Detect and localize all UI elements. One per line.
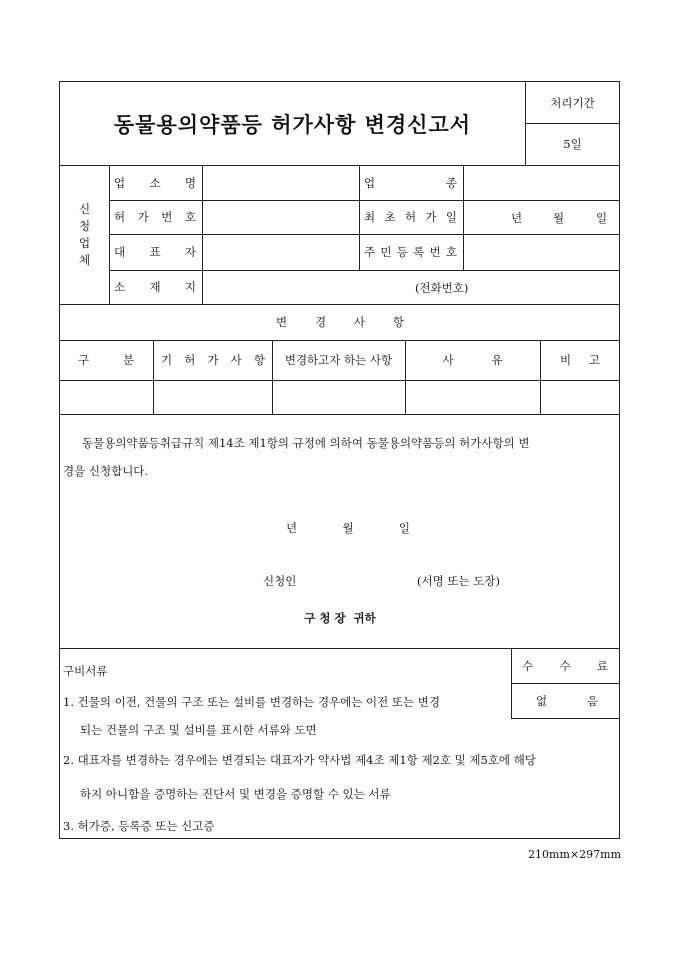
fee-value: 없 음	[536, 693, 598, 708]
location-label: 소 재 지	[114, 280, 196, 294]
first-license-date-label: 최 초 허 가 일	[364, 210, 457, 224]
doc-3: 3. 허가증, 등록증 또는 신고증	[63, 819, 215, 833]
business-type-field[interactable]	[464, 166, 619, 199]
processing-period-label: 처리기간	[550, 95, 595, 110]
form-frame	[59, 81, 620, 839]
col-remarks: 비 고	[560, 353, 600, 367]
business-name-label: 업 소 명	[114, 175, 196, 190]
resident-number-field[interactable]	[464, 235, 619, 269]
col-previous: 기 허 가 사 항	[161, 353, 265, 367]
signature-label: (서명 또는 도장)	[417, 574, 500, 588]
doc-2-line-2: 하지 아니함을 증명하는 진단서 및 변경을 증명할 수 있는 서류	[80, 787, 391, 801]
doc-1-line-2: 되는 건물의 구조 및 설비를 표시한 서류와 도면	[80, 723, 317, 737]
addressee: 구 청 장 귀하	[304, 611, 376, 625]
phone-label: (전화번호)	[415, 281, 469, 295]
license-number-label: 허 가 번 호	[114, 210, 196, 224]
change-previous-cell[interactable]	[154, 381, 271, 413]
col-category: 구 분	[78, 353, 134, 367]
form-title: 동물용의약품등 허가사항 변경신고서	[113, 111, 472, 137]
col-reason: 사 유	[442, 353, 503, 367]
applicant-label: 신청인	[263, 574, 297, 588]
location-field[interactable]	[203, 271, 620, 303]
statement-date: 년 월 일	[286, 521, 410, 535]
fee-label: 수 수 료	[522, 658, 608, 673]
license-number-field[interactable]	[203, 201, 358, 233]
change-to-cell[interactable]	[273, 381, 404, 413]
representative-field[interactable]	[203, 235, 358, 269]
doc-2-line-1: 2. 대표자를 변경하는 경우에는 변경되는 대표자가 약사법 제4조 제1항 제2호 및 제5호에 해당	[63, 753, 536, 767]
change-reason-cell[interactable]	[406, 381, 539, 413]
applicant-section-label: 신 청 업 체	[78, 201, 91, 267]
changes-heading: 변 경 사 항	[276, 315, 404, 329]
first-license-date-field[interactable]: 년 월 일	[511, 211, 608, 225]
processing-period-value: 5일	[563, 137, 582, 151]
docs-heading: 구비서류	[63, 664, 108, 678]
representative-label: 대 표 자	[114, 245, 196, 259]
doc-1-line-1: 1. 건물의 이전, 건물의 구조 또는 설비를 변경하는 경우에는 이전 또는 변경	[63, 695, 440, 709]
resident-number-label: 주 민 등 록 번 호	[364, 245, 457, 259]
paper-size: 210mm×297mm	[528, 848, 621, 861]
statement-line-2: 경을 신청합니다.	[63, 464, 149, 478]
col-change-to: 변경하고자 하는 사항	[284, 353, 393, 367]
change-remarks-cell[interactable]	[541, 381, 619, 413]
statement-line-1: 동물용의약품등취급규칙 제14조 제1항의 규정에 의하여 동물용의약품등의 허가사항의 변	[82, 436, 530, 450]
business-type-label: 업 종	[364, 175, 457, 190]
business-name-field[interactable]	[203, 166, 358, 199]
change-category-cell[interactable]	[61, 381, 152, 413]
